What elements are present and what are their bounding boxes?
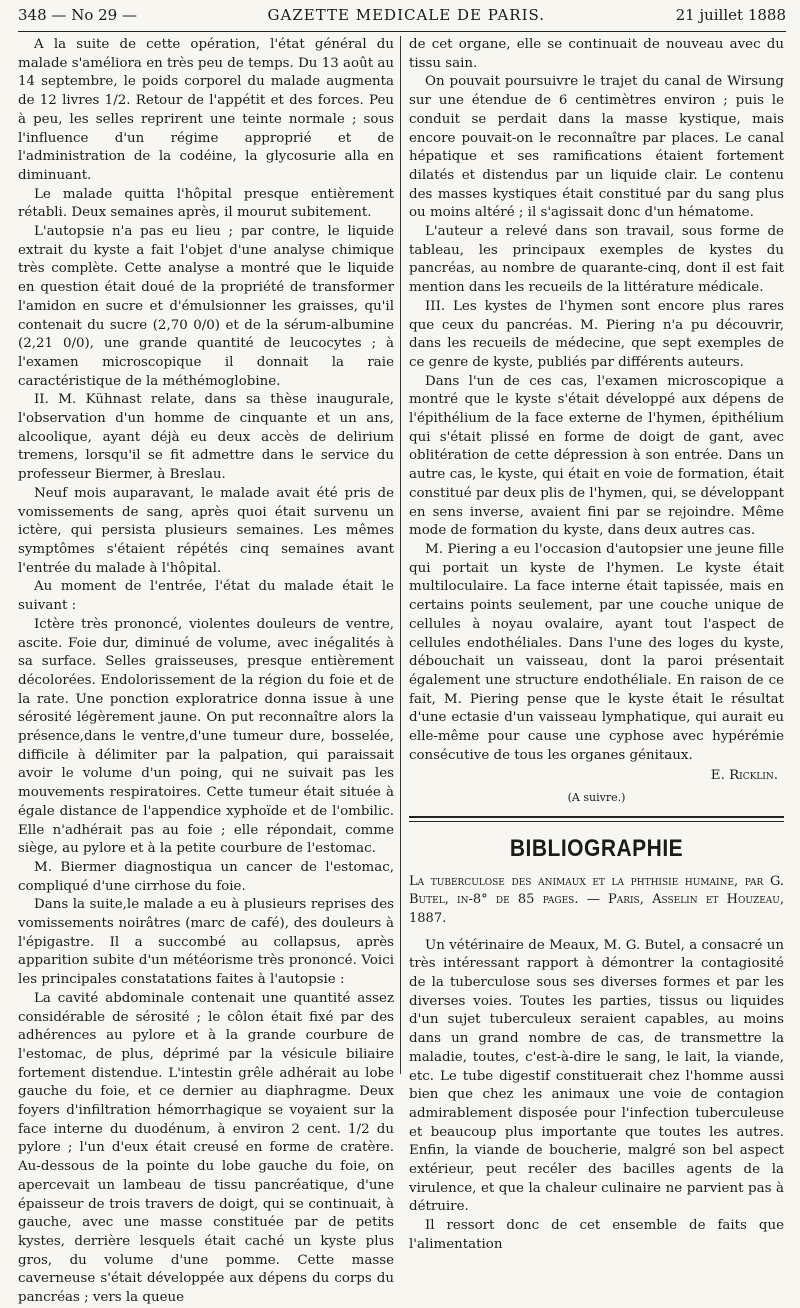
issue-date: 21 juillet 1888: [675, 6, 786, 24]
review-paragraph: Il ressort donc de cet ensemble de faits que l'alimentation: [409, 1218, 784, 1252]
paragraph: On pouvait poursuivre le trajet du canal de Wirsung sur une étendue de 6 centimètres environ ; puis le conduit se perdait dans la masse kystique, mais encore pouvait-on le reconnaître par places. Le canal hépatique et ses ramifications étaient fortement dilatés et distendus par un liquide clair. Le contenu des masses kystiques était constitué par du sang plus ou moins altéré ; il s'agissait donc d'un hématome.: [409, 74, 784, 221]
paragraph: A la suite de cette opération, l'état général du malade s'améliora en très peu de temps. Du 13 août au 14 septembre, le poids corporel du malade augmenta de 12 livres 1/2. Retour de l'appétit et des forces. Peu à peu, les selles reprirent une teinte normale ; sous l'influence d'un régime approprié et de l'administration de la codéine, la glycosurie alla en diminuant.: [18, 37, 394, 183]
bibliographie-heading: BIBLIOGRAPHIE: [509, 834, 684, 862]
paragraph: de cet organe, elle se continuait de nouveau avec du tissu sain.: [409, 37, 784, 71]
paragraph: M. Biermer diagnostiqua un cancer de l'estomac, compliqué d'une cirrhose du foie.: [18, 859, 394, 894]
right-column: [401, 36, 784, 1252]
to-be-continued: (A suivre.): [567, 791, 626, 805]
paragraph: Le malade quitta l'hôpital presque entièrement rétabli. Deux semaines après, il mourut subitement.: [18, 186, 394, 221]
columns: [18, 36, 786, 1306]
paragraph: III. Les kystes de l'hymen sont encore plus rares que ceux du pancréas. M. Piering n'a pu découvrir, dans les recueils de médecine, que sept exemples de ce genre de kyste, publiés par différents auteurs.: [409, 298, 784, 370]
paragraph: Neuf mois auparavant, le malade avait été pris de vomissements de sang, après quoi était survenu un ictère, qui persista plusieurs semaines. Les mêmes symptômes s'étaient répétés cinq semaines avant l'entrée du malade à l'hôpital.: [18, 485, 394, 576]
paragraph: Dans la suite,le malade a eu à plusieurs reprises des vomissements noirâtres (marc de café), des douleurs à l'épigastre. Il a succombé au collapsus, après apparition subite d'un météorisme très prononcé. Voici les principales constatations faites à l'autopsie :: [18, 897, 394, 988]
paragraph: La cavité abdominale contenait une quantité assez considérable de sérosité ; le côlon était fixé par des adhérences au pylore et à la grande courbure de l'estomac, de plus, déprimé par la vésicule biliaire fortement distendue. L'intestin grêle adhérait au lobe gauche du foie, et ce dernier au diaphragme. Deux foyers d'infiltration hémorrhagique se voyaient sur la face interne du duodénum, à environ 2 cent. 1/2 du pylore ; l'un d'eux était creusé en forme de cratère. Au-dessous de la pointe du lobe gauche du foie, on apercevait un lambeau de tissu pancréatique, d'une épaisseur de trois travers de doigt, qui se continuait, à gauche, avec une masse constituée par de petits kystes, derrière lesquels était caché un kyste plus gros, du volume d'une pomme. Cette masse caverneuse s'était développée aux dépens du corps du pancréas ; vers la queue: [18, 990, 394, 1306]
paragraph: II. M. Kühnast relate, dans sa thèse inaugurale, l'observation d'un homme de cinquante et un ans, alcoolique, ayant déjà eu deux accès de delirium tremens, lorsqu'il se fit admettre dans le service du professeur Biermer, à Breslau.: [18, 392, 394, 483]
paragraph: Dans l'un de ces cas, l'examen microscopique a montré que le kyste s'était développé aux dépens de l'épithélium de la face externe de l'hymen, épithélium qui s'était plissé en forme de doigt de gant, avec oblitération de cette dépression à son entrée. Dans un autre cas, le kyste, qui était en voie de formation, était constitué par deux plis de l'hymen, qui, se développant en sens inverse, avaient fini par se rejoindre. Même mode de formation du kyste, dans deux autres cas.: [409, 373, 784, 539]
section-divider: [409, 816, 784, 822]
journal-title: GAZETTE MEDICALE DE PARIS.: [267, 6, 546, 24]
page-header: [18, 6, 786, 28]
paragraph: L'autopsie n'a pas eu lieu ; par contre, le liquide extrait du kyste a fait l'objet d'une analyse chimique très complète. Cette analyse a montré que le liquide en question était doué de la propriété de transformer l'amidon en sucre et d'émulsionner les graisses, qu'il contenait du sucre (2,70 0/0) et de la sérum-albumine (2,21 0/0), une grande quantité de leucocytes ; à l'examen microscopique il donnait la raie caractéristique de la méthémoglobine.: [18, 224, 394, 389]
left-column: [18, 36, 401, 1306]
header-rule: [18, 31, 786, 32]
paragraph: Au moment de l'entrée, l'état du malade était le suivant :: [18, 579, 394, 614]
signature: E. Ricklin.: [710, 768, 778, 784]
paragraph: M. Piering a eu l'occasion d'autopsier une jeune fille qui portait un kyste de l'hymen. Le kyste était multiloculaire. La face interne était tapissée, mais en certains points seulement, par une couche unique de cellules à noyau ovalaire, ayant tout l'aspect de cellules endothéliales. Dans l'une des loges du kyste, débouchait un vaisseau, dont la paroi présentait également une structure endothéliale. En raison de ce fait, M. Piering pense que le kyste était le résultat d'une ectasie d'un vaisseau lymphatique, qui aurait eu elle-même pour cause une cyphose avec hypérémie consécutive de tous les organes génitaux.: [409, 541, 784, 763]
paragraph: Ictère très prononcé, violentes douleurs de ventre, ascite. Foie dur, diminué de volume, avec inégalités à sa surface. Selles graisseuses, presque entièrement décolorées. Endolorissement de la région du foie et de la rate. Une ponction exploratrice donna issue à une sérosité légèrement jaune. On put reconnaître alors la présence,dans le ventre,d'une tumeur dure, bosselée, difficile à délimiter par la palpation, qui paraissait avoir le volume d'un poing, qui ne suivait pas les mouvements respiratoires. Cette tumeur était située à égale distance de l'appendice xyphoïde et de l'ombilic. Elle n'adhérait pas au foie ; elle répondait, comme siège, au pylore et à la petite courbure de l'estomac.: [18, 616, 394, 857]
paragraph: L'auteur a relevé dans son travail, sous forme de tableau, les principaux exemples de kystes du pancréas, au nombre de quarante-cinq, dont il est fait mention dans les recueils de la littérature médicale.: [409, 224, 784, 296]
book-reference: La tuberculose des animaux et la phthisie humaine, par G. Butel, in-8° de 85 pages. — Paris, Asselin et Houzeau, 1887.: [409, 873, 784, 926]
header-page-issue: 348 — No 29 —: [18, 6, 137, 24]
review-paragraph: Un vétérinaire de Meaux, M. G. Butel, a consacré un très intéressant rapport à démontrer la contagiosité de la tuberculose sous ses diverses formes et par les diverses voies. Toutes les parties, tissus ou liquides d'un sujet tuberculeux seraient capables, au moins dans un grand nombre de cas, de transmettre la maladie, toutes, c'est-à-dire le sang, le lait, la viande, etc. Le tube digestif constituerait chez l'homme aussi bien que chez les animaux une voie de contagion admirablement disposée pour l'infection tuberculeuse et beaucoup plus importante que toutes les autres. Enfin, la viande de boucherie, malgré son bel aspect extérieur, peut recéler des bacilles agents de la virulence, et que la chaleur culinaire ne parvient pas à détruire.: [409, 937, 784, 1215]
